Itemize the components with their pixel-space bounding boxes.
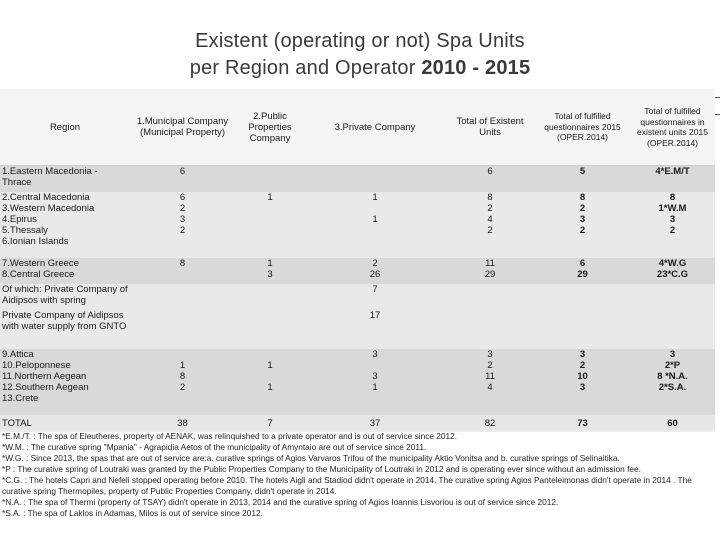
value-cell: 11 29 xyxy=(445,258,535,284)
value-cell: 1 1 xyxy=(235,349,305,415)
header-questionnaires-existent: Total of fulfilled questionnaires in existent units 2015 (OPER.2014) xyxy=(630,89,715,166)
value-cell: 37 xyxy=(305,415,445,430)
value-cell: 3 2 10 3 xyxy=(535,349,630,415)
region-cell: Private Company of Aidipsos with water supply from GNTO xyxy=(0,310,130,349)
footnotes xyxy=(2,431,718,519)
table-row xyxy=(0,166,715,193)
value-cell xyxy=(535,284,630,310)
value-cell: 5 xyxy=(535,166,630,193)
value-cell: 8 xyxy=(130,258,235,284)
value-cell xyxy=(630,284,715,310)
header-municipal: 1.Municipal Company (Municipal Property) xyxy=(130,89,235,166)
value-cell: 6 29 xyxy=(535,258,630,284)
header-questionnaires: Total of fulfilled questionnaires 2015 (OPER.2014) xyxy=(535,89,630,166)
value-cell: 8 2 4 2 xyxy=(445,192,535,258)
value-cell: 8 1*W.M 3 2 xyxy=(630,192,715,258)
region-cell: 2.Central Macedonia 3.Western Macedonia 4.Epirus 5.Thessaly 6.Ionian Islands xyxy=(0,192,130,258)
value-cell xyxy=(630,310,715,349)
table-row xyxy=(0,349,715,415)
region-cell: 7.Western Greece 8.Central Greece xyxy=(0,258,130,284)
value-cell xyxy=(445,310,535,349)
value-cell: 1 1 xyxy=(305,192,445,258)
value-cell xyxy=(235,284,305,310)
table-header-row xyxy=(0,89,715,166)
value-cell xyxy=(305,166,445,193)
value-cell: 6 xyxy=(130,166,235,193)
value-cell: 3 2 11 4 xyxy=(445,349,535,415)
value-cell: 2 26 xyxy=(305,258,445,284)
value-cell xyxy=(235,166,305,193)
title-years: 2010 - 2015 xyxy=(421,57,531,79)
value-cell: 3 3 1 xyxy=(305,349,445,415)
table-row xyxy=(0,192,715,258)
table-row xyxy=(0,310,715,349)
footnote: *N.A. : The spa of Thermi (property of TSAY) didn't operate in 2013, 2014 and the curative spring of Agios Ioannis Lisvoriou is out of service since 2012. xyxy=(2,497,559,507)
header-public: 2.Public Properties Company xyxy=(235,89,305,166)
table-body xyxy=(0,166,715,431)
spa-units-table-panel xyxy=(0,89,715,432)
title-line-1: Existent (operating or not) Spa Units xyxy=(195,30,525,52)
value-cell: 7 xyxy=(235,415,305,430)
value-cell: 6 xyxy=(445,166,535,193)
value-cell xyxy=(535,310,630,349)
value-cell: 6 2 3 2 xyxy=(130,192,235,258)
value-cell: 4*E.M/T xyxy=(630,166,715,193)
value-cell: 7 xyxy=(305,284,445,310)
region-cell: 9.Attica 10.Peloponnese 11.Northern Aegean 12.Southern Aegean 13.Crete xyxy=(0,349,130,415)
value-cell: 60 xyxy=(630,415,715,430)
title-subject: per Region and Operator xyxy=(189,57,416,79)
table-row xyxy=(0,284,715,310)
table-total-row xyxy=(0,415,715,430)
header-private: 3.Private Company xyxy=(305,89,445,166)
slide-title xyxy=(0,28,720,82)
header-region: Region xyxy=(0,89,130,166)
footnote: *C.G. : The hotels Capri and Nefeli stopped operating before 2010. The hotels Aigli and Stadiod didn't operate in 2014. The curative spring Agios Panteleimonas didn't operate in 2014 . The curative spring Thermopiles, property of Public Properties Company, didn't operate in 2014. xyxy=(2,475,692,496)
region-cell: TOTAL xyxy=(0,415,130,430)
footnote: *E.M./T. : The spa of Eleutheres, property of AENAK, was relinquished to a private operator and is out of service since 2012. xyxy=(2,431,458,441)
region-cell: 1.Eastern Macedonia - Thrace xyxy=(0,166,130,193)
value-cell: 17 xyxy=(305,310,445,349)
value-cell xyxy=(130,310,235,349)
value-cell xyxy=(445,284,535,310)
value-cell: 38 xyxy=(130,415,235,430)
value-cell: 1 xyxy=(235,192,305,258)
footnote: *S.A. : The spa of Laklos in Adamas, Milos is out of service since 2012. xyxy=(2,508,263,518)
value-cell: 4*W.G 23*C.G xyxy=(630,258,715,284)
value-cell xyxy=(235,310,305,349)
value-cell: 3 2*P 8 *N.A. 2*S.A. xyxy=(630,349,715,415)
footnote: *W.M. : The curative spring "Mpania" - Agrapidia Aetos of the municipality of Amyntaio are out of service since 2011. xyxy=(2,442,427,452)
footnote: *P : The curative spring of Loutraki was granted by the Public Properties Company to the Municipality of Loutraki in 2012 and is operating ever since without an admission fee. xyxy=(2,464,641,474)
spa-units-table xyxy=(0,89,715,430)
value-cell: 1 3 xyxy=(235,258,305,284)
title-line-2 xyxy=(0,55,720,82)
table-row xyxy=(0,258,715,284)
header-total-existent: Total of Existent Units xyxy=(445,89,535,166)
value-cell: 1 8 2 xyxy=(130,349,235,415)
value-cell: 8 2 3 2 xyxy=(535,192,630,258)
value-cell xyxy=(130,284,235,310)
value-cell: 82 xyxy=(445,415,535,430)
footnote: *W.G. : Since 2013, the spas that are out of service are:a. curative springs of Agios Varvaros Trifou of the municipality Aktio Vonitsa and b. curative springs of Selinaitika. xyxy=(2,453,620,463)
value-cell: 73 xyxy=(535,415,630,430)
region-cell: Of which: Private Company of Aidipsos with spring xyxy=(0,284,130,310)
